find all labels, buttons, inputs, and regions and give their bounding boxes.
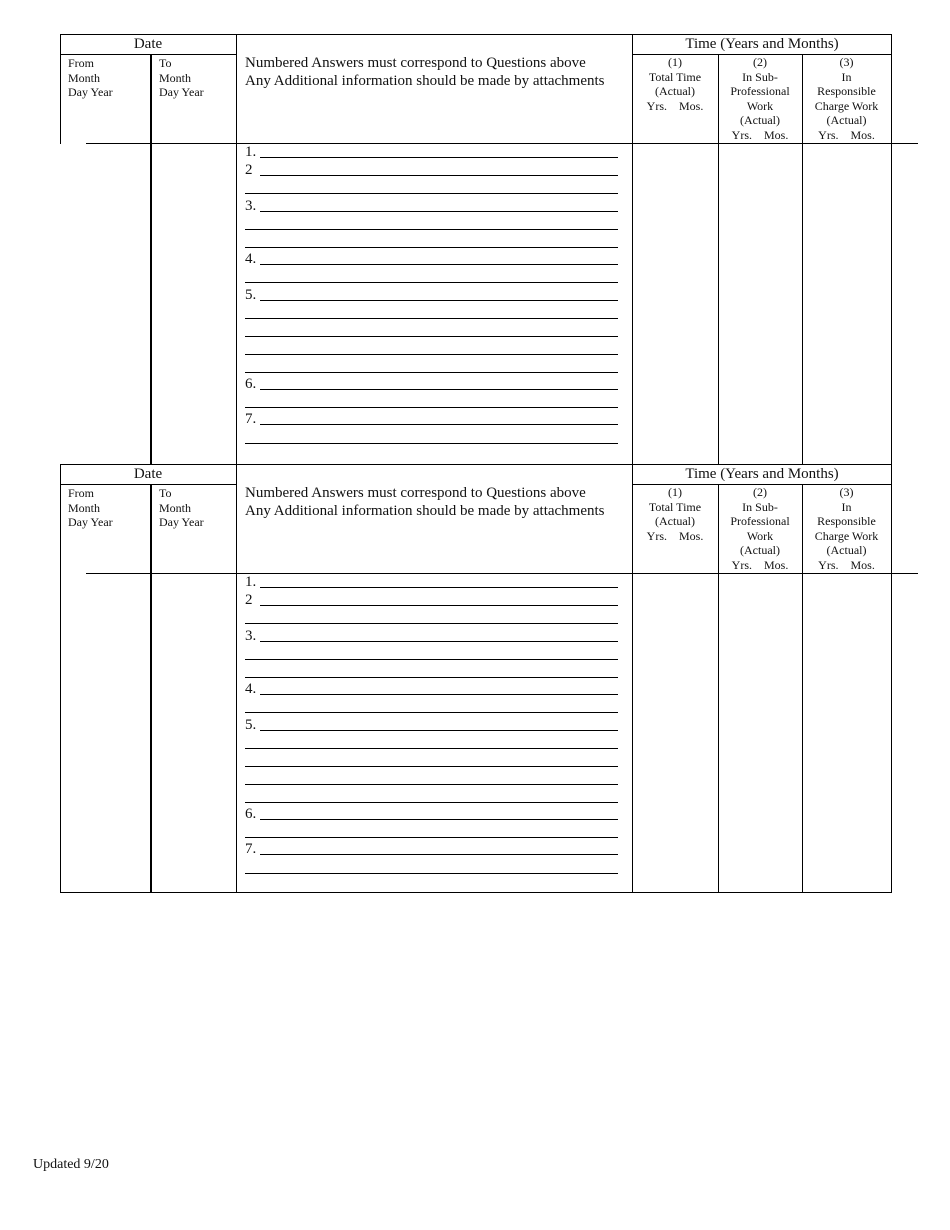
answer-line[interactable] bbox=[245, 354, 618, 355]
answer-number-4: 4. bbox=[245, 681, 257, 697]
date-header: Date bbox=[133, 36, 163, 52]
answer-line[interactable] bbox=[260, 694, 618, 695]
answer-line[interactable] bbox=[245, 784, 618, 785]
answer-number-7: 7. bbox=[245, 841, 257, 857]
answer-line[interactable] bbox=[245, 193, 618, 194]
answer-line[interactable] bbox=[260, 819, 618, 820]
right-border bbox=[891, 464, 892, 893]
from-date-label: From Month Day Year bbox=[68, 56, 113, 99]
date-right-border bbox=[236, 464, 237, 893]
answer-line[interactable] bbox=[260, 424, 618, 425]
answer-line[interactable] bbox=[260, 587, 618, 588]
answer-line[interactable] bbox=[245, 336, 618, 337]
answer-line[interactable] bbox=[245, 802, 618, 803]
sub-professional-header: (2) In Sub- Professional Work (Actual) Yrs. Mos. bbox=[730, 485, 790, 572]
answer-number-1: 1. bbox=[245, 574, 257, 590]
to-date-label: To Month Day Year bbox=[159, 486, 204, 529]
answer-number-6: 6. bbox=[245, 806, 257, 822]
sub-professional-header: (2) In Sub- Professional Work (Actual) Yrs. Mos. bbox=[730, 55, 790, 142]
answer-number-7: 7. bbox=[245, 411, 257, 427]
answer-number-4: 4. bbox=[245, 251, 257, 267]
answer-line[interactable] bbox=[245, 318, 618, 319]
answer-line[interactable] bbox=[245, 677, 618, 678]
answer-line[interactable] bbox=[245, 659, 618, 660]
answer-number-6: 6. bbox=[245, 376, 257, 392]
total-time-header: (1) Total Time (Actual) Yrs. Mos. bbox=[646, 55, 704, 113]
answer-line[interactable] bbox=[260, 157, 618, 158]
answer-number-3: 3. bbox=[245, 198, 257, 214]
answer-line[interactable] bbox=[245, 748, 618, 749]
left-border bbox=[60, 464, 61, 893]
answer-number-5: 5. bbox=[245, 717, 257, 733]
answer-line[interactable] bbox=[245, 407, 618, 408]
answer-line[interactable] bbox=[260, 211, 618, 212]
answer-line[interactable] bbox=[260, 264, 618, 265]
date-divider bbox=[150, 484, 152, 893]
answer-line[interactable] bbox=[260, 641, 618, 642]
answer-number-5: 5. bbox=[245, 287, 257, 303]
time-header: Time (Years and Months) bbox=[685, 466, 839, 482]
answer-line[interactable] bbox=[245, 712, 618, 713]
answer-line[interactable] bbox=[260, 389, 618, 390]
date-right-border bbox=[236, 34, 237, 464]
answer-line[interactable] bbox=[260, 300, 618, 301]
to-date-label: To Month Day Year bbox=[159, 56, 204, 99]
instruction-line-1: Numbered Answers must correspond to Questions above bbox=[245, 55, 586, 71]
time-header: Time (Years and Months) bbox=[685, 36, 839, 52]
date-subheader-line bbox=[60, 484, 236, 485]
answer-line[interactable] bbox=[245, 837, 618, 838]
date-header: Date bbox=[133, 466, 163, 482]
answer-line[interactable] bbox=[245, 372, 618, 373]
answer-line[interactable] bbox=[245, 623, 618, 624]
responsible-charge-header: (3) In Responsible Charge Work (Actual) Yrs. Mos. bbox=[814, 55, 879, 142]
answer-line[interactable] bbox=[260, 730, 618, 731]
answer-number-1: 1. bbox=[245, 144, 257, 160]
answer-line[interactable] bbox=[260, 175, 618, 176]
header-bottom-line bbox=[86, 143, 918, 144]
answer-line[interactable] bbox=[245, 873, 618, 874]
right-border bbox=[891, 34, 892, 464]
answer-line[interactable] bbox=[260, 854, 618, 855]
top-border bbox=[60, 464, 892, 465]
header-bottom-line bbox=[86, 573, 918, 574]
instruction-line-2: Any Additional information should be made by attachments bbox=[245, 73, 605, 89]
answer-number-2: 2 bbox=[245, 592, 253, 608]
responsible-charge-header: (3) In Responsible Charge Work (Actual) Yrs. Mos. bbox=[814, 485, 879, 572]
answer-number-2: 2 bbox=[245, 162, 253, 178]
instruction-line-2: Any Additional information should be made by attachments bbox=[245, 503, 605, 519]
answer-line[interactable] bbox=[260, 605, 618, 606]
answer-line[interactable] bbox=[245, 443, 618, 444]
total-time-header: (1) Total Time (Actual) Yrs. Mos. bbox=[646, 485, 704, 543]
answer-number-3: 3. bbox=[245, 628, 257, 644]
top-border bbox=[60, 34, 892, 35]
updated-footer: Updated 9/20 bbox=[33, 1157, 109, 1172]
answer-line[interactable] bbox=[245, 282, 618, 283]
bottom-border bbox=[60, 892, 892, 893]
answer-line[interactable] bbox=[245, 766, 618, 767]
answer-line[interactable] bbox=[245, 229, 618, 230]
answer-line[interactable] bbox=[245, 247, 618, 248]
instruction-line-1: Numbered Answers must correspond to Questions above bbox=[245, 485, 586, 501]
date-divider bbox=[150, 54, 152, 464]
date-subheader-line bbox=[60, 54, 236, 55]
from-date-label: From Month Day Year bbox=[68, 486, 113, 529]
